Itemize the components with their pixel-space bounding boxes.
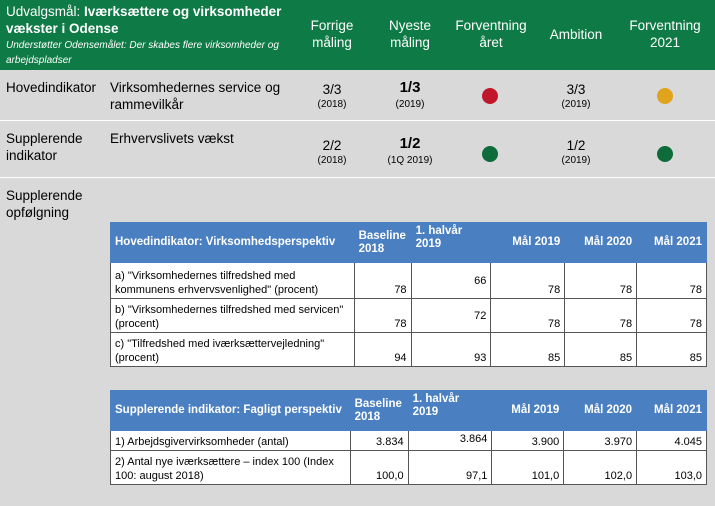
- table-cell: 94: [354, 333, 411, 367]
- table-header-row: [111, 223, 707, 263]
- table-cell: 72: [411, 299, 491, 333]
- table-header-row: [111, 391, 707, 431]
- table-cell: 78: [354, 263, 411, 299]
- table-cell: 102,0: [564, 451, 637, 485]
- supplementary-indicator-table: [110, 390, 707, 485]
- status-dot-expect-year: [482, 146, 498, 162]
- col-header-expect-year: Forventning året: [455, 18, 527, 50]
- table-cell: 78: [637, 263, 707, 299]
- table-header-cell: Baseline 2018: [354, 223, 411, 263]
- row-description: Erhvervslivets vækst: [110, 131, 234, 146]
- table-header-cell: Mål 2021: [637, 391, 707, 431]
- table-cell: 93: [411, 333, 491, 367]
- table-row: [111, 299, 707, 333]
- prev-period: (2018): [317, 155, 347, 166]
- table-cell: 1) Arbejdsgivervirksomheder (antal): [111, 431, 351, 451]
- page-subtitle: Understøtter Odensemålet: Der skabes flere virksomheder og arbejdspladser: [6, 40, 279, 66]
- col-header-ambition: Ambition: [549, 27, 603, 42]
- prev-value: 3/3: [322, 82, 342, 97]
- table-header-cell: Hovedindikator: Virksomhedsperspektiv: [111, 223, 355, 263]
- table-cell: 78: [354, 299, 411, 333]
- table-cell: 2) Antal nye iværksættere – index 100 (Index 100: august 2018): [111, 451, 351, 485]
- col-header-latest: Nyeste måling: [388, 18, 432, 50]
- table-cell: 3.834: [350, 431, 408, 451]
- indicator-row-supplementary: [0, 121, 715, 177]
- table-row: [111, 451, 707, 485]
- table-cell: 3.970: [564, 431, 637, 451]
- prev-measure: [300, 81, 364, 112]
- latest-period: (2019): [395, 99, 425, 110]
- ambition-value: 1/2: [566, 138, 586, 153]
- status-dot-expect-year: [482, 88, 498, 104]
- table-header-cell: Mål 2020: [564, 391, 637, 431]
- row-description: Virksomhedernes service og rammevilkår: [110, 80, 281, 112]
- table-header-cell: Mål 2019: [491, 223, 565, 263]
- table-cell: 103,0: [637, 451, 707, 485]
- table-cell: 85: [491, 333, 565, 367]
- table-cell: 100,0: [350, 451, 408, 485]
- row-label: Supplerende indikator: [6, 131, 83, 163]
- table-cell: 3.864: [408, 431, 492, 451]
- table-cell: 66: [411, 263, 491, 299]
- table-cell: 78: [637, 299, 707, 333]
- table-row: [111, 333, 707, 367]
- col-header-expect-2021: Forventning 2021: [629, 18, 701, 50]
- ambition-value: 3/3: [566, 82, 586, 97]
- main-indicator-table: [110, 222, 707, 367]
- table-header-cell: Mål 2021: [637, 223, 707, 263]
- table-cell: 78: [491, 263, 565, 299]
- table-header-cell: Baseline 2018: [350, 391, 408, 431]
- prev-value: 2/2: [322, 138, 342, 153]
- table-header-cell: 1. halvår 2019: [408, 391, 492, 431]
- table-cell: c) "Tilfredshed med iværksættervejledning" (procent): [111, 333, 355, 367]
- table-cell: a) "Virksomhedernes tilfredshed med kommunens erhvervsvenlighed" (procent): [111, 263, 355, 299]
- table-header-cell: 1. halvår 2019: [411, 223, 491, 263]
- page-title: [6, 3, 306, 37]
- ambition-period: (2019): [561, 155, 591, 166]
- followup-label: Supplerende opfølgning: [6, 188, 83, 220]
- title-bold: Iværksættere og virksomheder vækster i Odense: [6, 4, 282, 36]
- latest-value: 1/2: [399, 135, 421, 152]
- table-cell: 101,0: [492, 451, 564, 485]
- table-cell: 97,1: [408, 451, 492, 485]
- latest-period: (1Q 2019): [387, 155, 433, 166]
- table-row: [111, 431, 707, 451]
- latest-measure: [378, 79, 442, 112]
- ambition-period: (2019): [561, 99, 591, 110]
- row-label: Hovedindikator: [6, 80, 97, 95]
- col-header-prev: Forrige måling: [310, 18, 354, 50]
- header-bar: [0, 0, 715, 70]
- table-row: [111, 263, 707, 299]
- prev-measure: [300, 137, 364, 168]
- indicator-row-main: [0, 70, 715, 120]
- ambition: [543, 137, 609, 168]
- table-header-cell: Mål 2019: [492, 391, 564, 431]
- status-dot-expect-2021: [657, 88, 673, 104]
- status-dot-expect-2021: [657, 146, 673, 162]
- table-cell: 78: [565, 299, 637, 333]
- table-header-cell: Mål 2020: [565, 223, 637, 263]
- ambition: [543, 81, 609, 112]
- table-cell: 78: [565, 263, 637, 299]
- table-cell: 78: [491, 299, 565, 333]
- latest-measure: [373, 135, 447, 168]
- table-cell: 3.900: [492, 431, 564, 451]
- table-cell: b) "Virksomhedernes tilfredshed med servicen" (procent): [111, 299, 355, 333]
- table-cell: 85: [637, 333, 707, 367]
- table-header-cell: Supplerende indikator: Fagligt perspektiv: [111, 391, 351, 431]
- table-cell: 85: [565, 333, 637, 367]
- prev-period: (2018): [317, 99, 347, 110]
- latest-value: 1/3: [399, 79, 421, 96]
- title-prefix: Udvalgsmål:: [6, 4, 85, 19]
- table-cell: 4.045: [637, 431, 707, 451]
